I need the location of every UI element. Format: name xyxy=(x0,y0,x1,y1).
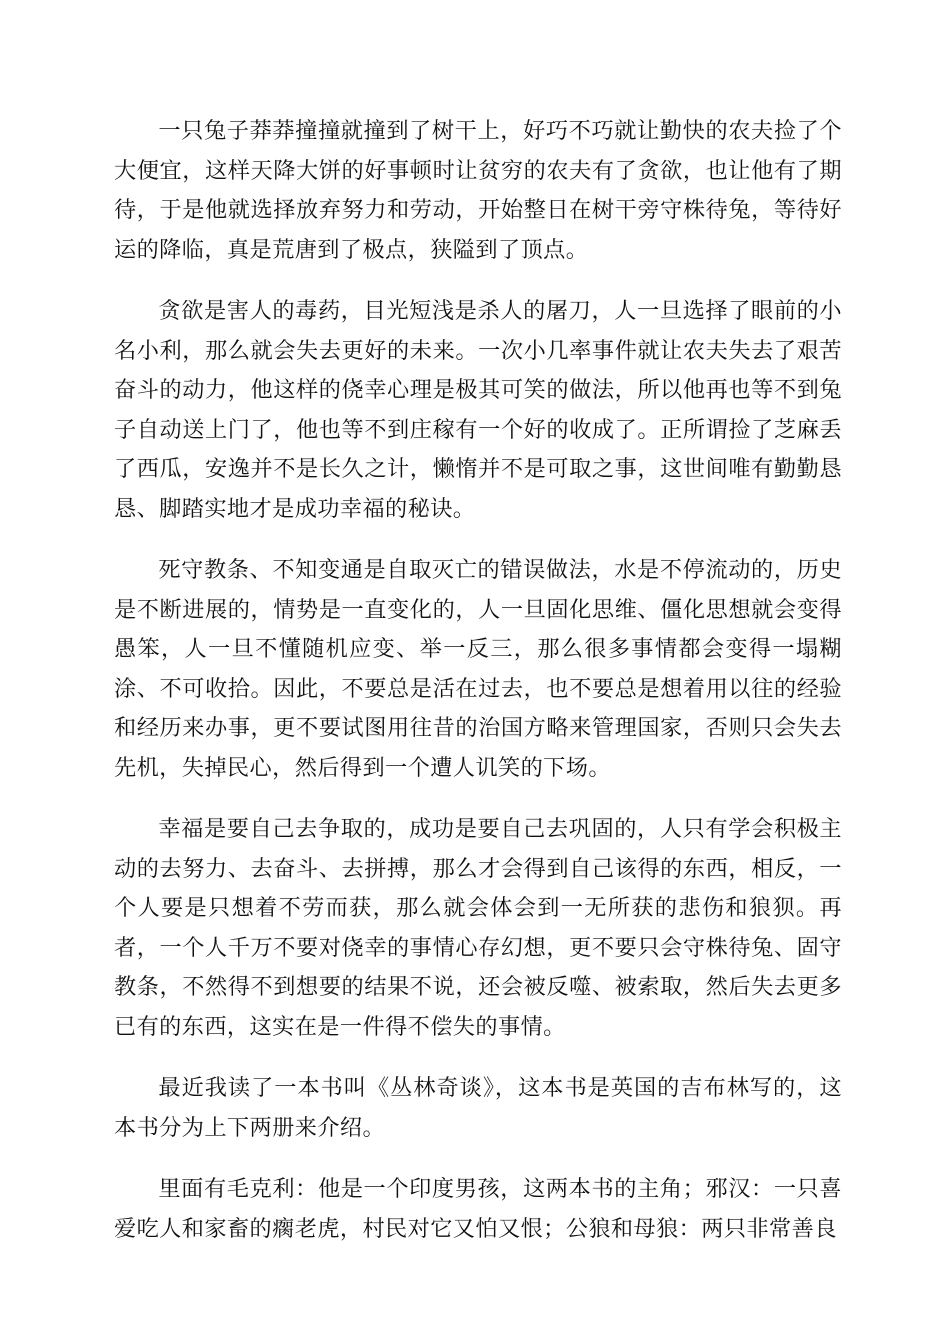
paragraph-6: 里面有毛克利：他是一个印度男孩，这两本书的主角；邪汉：一只喜爱吃人和家畜的瘸老虎，村民对它又怕又恨；公狼和母狼：两只非常善良 xyxy=(114,1176,842,1242)
paragraph-5: 最近我读了一本书叫《丛林奇谈》，这本书是英国的吉布林写的，这本书分为上下两册来介绍。 xyxy=(114,1075,842,1141)
paragraph-4: 幸福是要自己去争取的，成功是要自己去巩固的，人只有学会积极主动的去努力、去奋斗、去拼搏，那么才会得到自己该得的东西，相反，一个人要是只想着不劳而获，那么就会体会到一无所获的悲伤和狼狈。再者，一个人千万不要对侥幸的事情心存幻想，更不要只会守株待兔、固守教条，不然得不到想要的结果不说，还会被反噬、被索取，然后失去更多已有的东西，这实在是一件得不偿失的事情。 xyxy=(114,816,842,1040)
document-body xyxy=(114,112,842,1271)
paragraph-3: 死守教条、不知变通是自取灭亡的错误做法，水是不停流动的，历史是不断进展的，情势是一直变化的，人一旦固化思维、僵化思想就会变得愚笨，人一旦不懂随机应变、举一反三，那么很多事情都会变得一塌糊涂、不可收拾。因此，不要总是活在过去，也不要总是想着用以往的经验和经历来办事，更不要试图用往昔的治国方略来管理国家，否则只会失去先机，失掉民心，然后得到一个遭人讥笑的下场。 xyxy=(114,557,842,781)
paragraph-1: 一只兔子莽莽撞撞就撞到了树干上，好巧不巧就让勤快的农夫捡了个大便宜，这样天降大饼的好事顿时让贫穷的农夫有了贪欲，也让他有了期待，于是他就选择放弃努力和劳动，开始整日在树干旁守株待兔，等待好运的降临，真是荒唐到了极点，狭隘到了顶点。 xyxy=(114,118,842,263)
paragraph-2: 贪欲是害人的毒药，目光短浅是杀人的屠刀，人一旦选择了眼前的小名小利，那么就会失去更好的未来。一次小几率事件就让农夫失去了艰苦奋斗的动力，他这样的侥幸心理是极其可笑的做法，所以他再也等不到兔子自动送上门了，他也等不到庄稼有一个好的收成了。正所谓捡了芝麻丢了西瓜，安逸并不是长久之计，懒惰并不是可取之事，这世间唯有勤勤恳恳、脚踏实地才是成功幸福的秘诀。 xyxy=(114,298,842,522)
